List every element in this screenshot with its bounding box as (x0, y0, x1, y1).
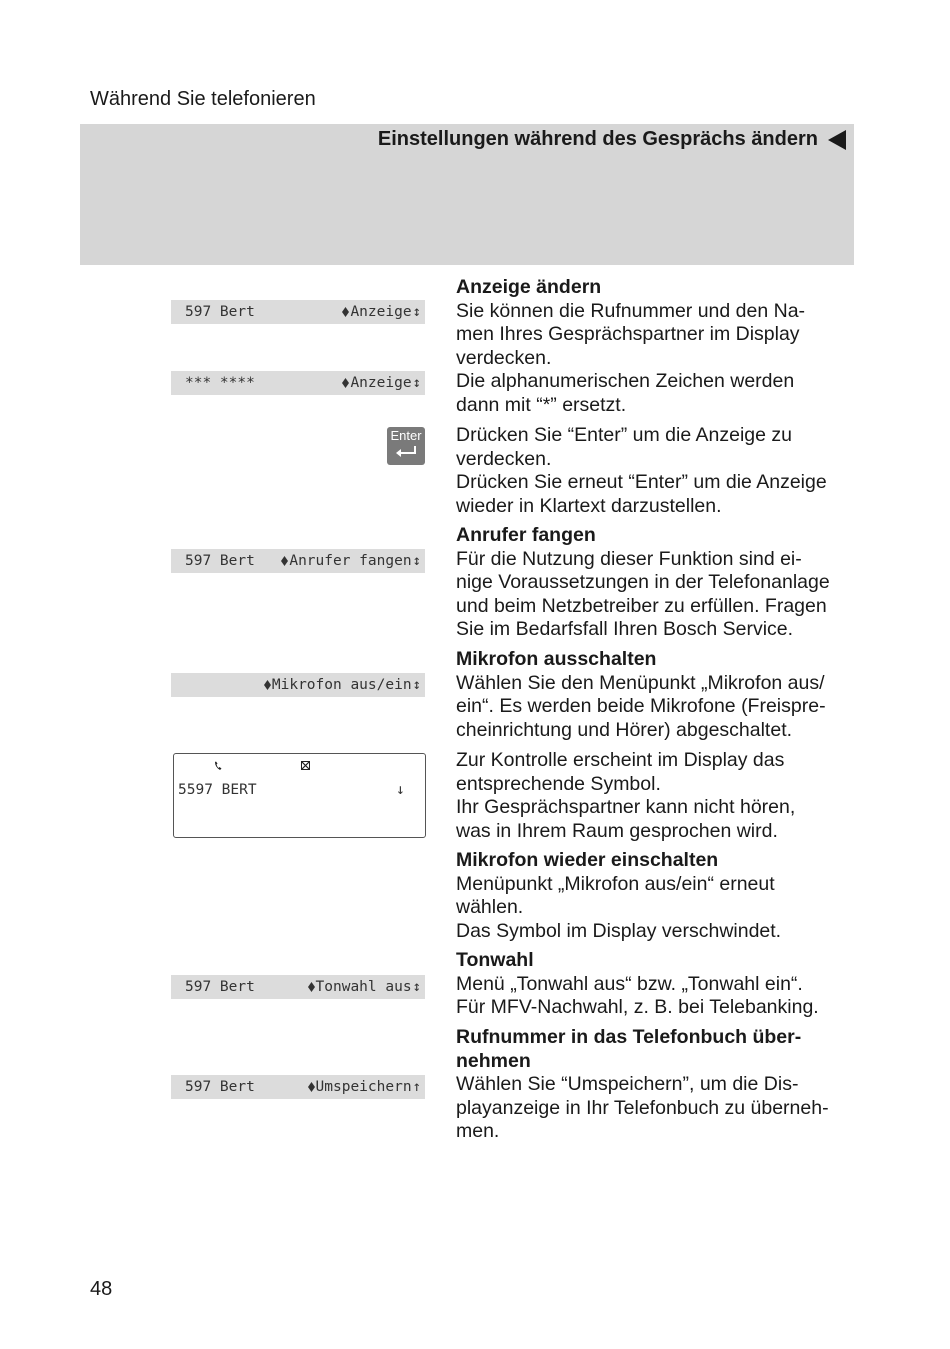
text-line: und beim Netzbetreiber zu erfüllen. Fragen (456, 594, 827, 617)
display-right-softkey (308, 979, 421, 995)
text-line: nige Voraussetzungen in der Telefonanlage (456, 571, 830, 593)
text-line: cheinrichtung und Hörer) abgeschaltet. (456, 718, 793, 741)
down-arrow-icon: ↓ (396, 782, 405, 798)
text-line: Die alphanumerischen Zeichen werden (456, 370, 795, 392)
section-banner (80, 124, 854, 265)
text-line: Das Symbol im Display verschwindet. (456, 919, 782, 942)
text-line: Ihr Gesprächspartner kann nicht hören, (456, 796, 796, 818)
heading-rufnummer: Rufnummer in das Telefonbuch über- (456, 1026, 802, 1048)
display-mikrofon (171, 673, 425, 697)
selector-diamond-icon (264, 680, 271, 690)
softkey-label: Anzeige (350, 304, 412, 320)
section-anrufer-fangen (456, 524, 856, 642)
enter-key (387, 427, 425, 465)
text-line: Wählen Sie “Umspeichern”, um die Dis- (456, 1073, 799, 1095)
display-right-softkey (264, 677, 421, 693)
text-line: Menü „Tonwahl aus“ bzw. „Tonwahl ein“. (456, 972, 803, 995)
triangle-left-icon (828, 130, 846, 150)
text-line: entsprechende Symbol. (456, 772, 661, 795)
softkey-label: Mikrofon aus/ein (271, 677, 412, 693)
text-line: dann mit “*” ersetzt. (456, 393, 627, 416)
text-line: Drücken Sie “Enter” um die Anzeige zu (456, 424, 792, 446)
text-line: ein“. Es werden beide Mikrofone (Freispre- (456, 695, 826, 717)
text-line: verdecken. (456, 447, 552, 470)
display-left-text: *** **** (185, 375, 255, 391)
heading-anrufer-fangen: Anrufer fangen (456, 524, 596, 546)
up-down-arrow-icon: ↕ (412, 375, 421, 391)
display-left-text: 597 Bert (185, 979, 255, 995)
softkey-label: Anrufer fangen (289, 553, 412, 569)
text-line: Sie können die Rufnummer und den Na- (456, 299, 806, 322)
text-line: Wählen Sie den Menüpunkt „Mikrofon aus/ (456, 671, 825, 694)
selector-diamond-icon (281, 556, 288, 566)
display-right-softkey (281, 553, 421, 569)
page-number: 48 (90, 1278, 113, 1300)
enter-key-label: Enter (390, 428, 422, 443)
section-rufnummer (456, 1026, 856, 1144)
return-arrow-icon (394, 444, 418, 458)
section-mikrofon-aus (456, 648, 856, 843)
softkey-label: Anzeige (350, 375, 412, 391)
display-anzeige-1 (171, 300, 425, 324)
display-right-softkey (342, 375, 421, 391)
up-arrow-icon: ↑ (412, 1079, 421, 1095)
softkey-label: Umspeichern (315, 1079, 412, 1095)
up-down-arrow-icon: ↕ (412, 677, 421, 693)
display-left-text: 597 Bert (185, 304, 255, 320)
display-left-text: 597 Bert (185, 553, 255, 569)
text-line: Zur Kontrolle erscheint im Display das (456, 749, 785, 771)
text-line: Menüpunkt „Mikrofon aus/ein“ erneut (456, 872, 775, 895)
text-line: Für MFV-Nachwahl, z. B. bei Telebanking. (456, 996, 819, 1018)
section-title (378, 128, 846, 151)
selector-diamond-icon (342, 307, 349, 317)
up-down-arrow-icon: ↕ (412, 304, 421, 320)
up-down-arrow-icon: ↕ (412, 979, 421, 995)
selector-diamond-icon (308, 982, 315, 992)
display-muted-state (173, 753, 426, 838)
text-line: Sie im Bedarfsfall Ihren Bosch Service. (456, 618, 794, 640)
display-line-2: 5597 BERT (178, 782, 257, 798)
display-tonwahl (171, 975, 425, 999)
selector-diamond-icon (308, 1082, 315, 1092)
heading-tonwahl: Tonwahl (456, 949, 534, 971)
section-title-text: Einstellungen während des Gesprächs ändern (377, 128, 818, 150)
display-left-text: 597 Bert (185, 1079, 255, 1095)
heading-anzeige: Anzeige ändern (456, 276, 602, 298)
selector-diamond-icon (342, 378, 349, 388)
text-line: men Ihres Gesprächspartner im Display (456, 323, 800, 345)
section-tonwahl (456, 949, 856, 1020)
text-line: was in Ihrem Raum gesprochen wird. (456, 819, 778, 842)
up-down-arrow-icon: ↕ (412, 553, 421, 569)
display-anzeige-2 (171, 371, 425, 395)
softkey-label: Tonwahl aus (315, 979, 412, 995)
section-anzeige (456, 276, 856, 518)
running-head: Während Sie telefonieren (90, 88, 316, 110)
text-line: men. (456, 1120, 500, 1142)
heading-mikrofon-ein: Mikrofon wieder einschalten (456, 849, 719, 871)
text-line: Drücken Sie erneut “Enter” um die Anzeige (456, 471, 827, 493)
heading-mikrofon-aus: Mikrofon ausschalten (456, 648, 657, 670)
text-line: wieder in Klartext darzustellen. (456, 494, 722, 517)
display-umspeichern (171, 1075, 425, 1099)
display-right-softkey (342, 304, 421, 320)
microphone-off-icon (301, 761, 310, 770)
display-right-softkey (308, 1079, 421, 1095)
text-line: Für die Nutzung dieser Funktion sind ei- (456, 547, 802, 570)
text-line: playanzeige in Ihr Telefonbuch zu überneh- (456, 1096, 829, 1119)
heading-rufnummer-cont: nehmen (456, 1049, 531, 1072)
section-mikrofon-ein (456, 849, 856, 943)
text-line: verdecken. (456, 346, 552, 369)
handset-icon (214, 761, 222, 771)
display-anrufer-fangen (171, 549, 425, 573)
text-line: wählen. (456, 896, 524, 918)
